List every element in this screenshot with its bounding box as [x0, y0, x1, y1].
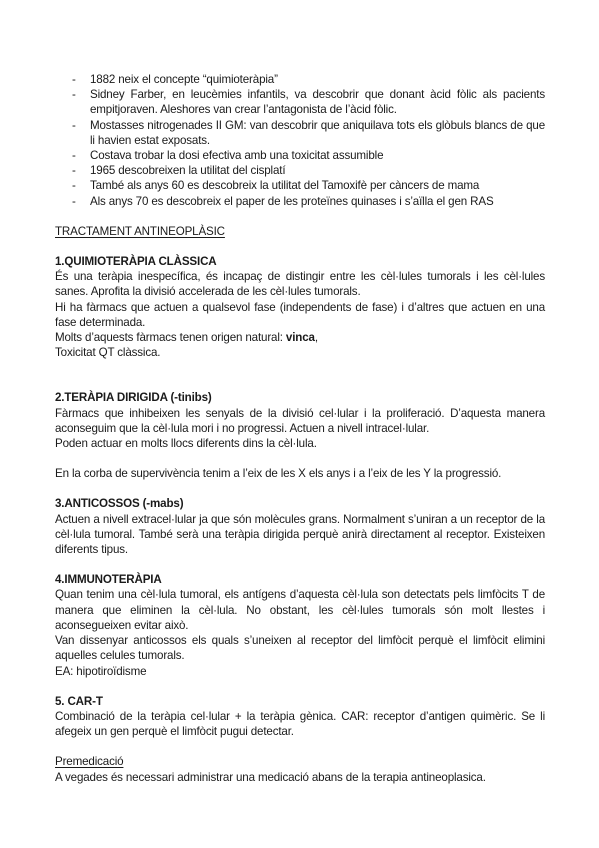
- bullet-dash: -: [72, 179, 76, 193]
- paragraph: [55, 330, 545, 345]
- bullet-dash: -: [72, 164, 76, 178]
- bullet-dash: -: [72, 88, 76, 102]
- list-item: [55, 72, 545, 87]
- section-title-terapia-dirigida: 2.TERÀPIA DIRIGIDA (-tinibs): [55, 391, 212, 405]
- list-item: [55, 87, 545, 117]
- bullet-dash: -: [72, 149, 76, 163]
- list-item: [55, 148, 545, 163]
- bullet-dash: -: [72, 73, 76, 86]
- list-item-text: També als anys 60 es descobreix la utilitat del Tamoxifè per càncers de mama: [90, 179, 480, 193]
- list-item-text: Mostasses nitrogenades II GM: van descobrir que aniquilava tots els glòbuls blancs de que li havien estat exposats.: [90, 118, 545, 147]
- paragraph: En la corba de supervivència tenim a l’eix de les X els anys i a l’eix de les Y la progressió.: [55, 467, 502, 481]
- paragraph: A vegades és necessari administrar una medicació abans de la terapia antineoplasica.: [55, 770, 486, 784]
- section-title-anticossos: 3.ANTICOSSOS (-mabs): [55, 497, 184, 511]
- bullet-dash: -: [72, 194, 76, 208]
- bullet-dash: -: [72, 118, 76, 132]
- list-item-text: Als anys 70 es descobreix el paper de les proteïnes quinases i s’aïlla el gen RAS: [90, 194, 494, 208]
- paragraph: Combinació de la teràpia cel·lular + la teràpia gènica. CAR: receptor d’antigen quimèric. Se li afegeix un gen perquè el limfòcit pugui detectar.: [55, 709, 545, 739]
- paragraph: Fàrmacs que inhibeixen les senyals de la divisió cel·lular i la proliferació. D’aquesta manera aconseguim que la cèl·lula mori i no progressi. Actuen a nivell intracel·lular.: [55, 406, 545, 435]
- list-item: [55, 194, 545, 209]
- list-item: [55, 118, 545, 148]
- list-item: [55, 178, 545, 193]
- main-heading: TRACTAMENT ANTINEOPLÀSIC: [55, 224, 225, 238]
- section-title-car-t: 5. CAR-T: [55, 694, 103, 708]
- premedicacio-heading: Premedicació: [55, 755, 124, 769]
- paragraph: És una teràpia inespecífica, és incapaç de distingir entre les cèl·lules tumorals i les cèl·lules sanes. Aprofita la divisió accelerada de les cèl·lules tumorals.: [55, 270, 545, 299]
- document-content: [55, 72, 545, 785]
- section-title-quimioterapia: 1.QUIMIOTERÀPIA CLÀSSICA: [55, 255, 217, 269]
- list-item: [55, 163, 545, 178]
- list-item-text: Costava trobar la dosi efectiva amb una toxicitat assumible: [90, 149, 384, 163]
- paragraph-text: ,: [314, 331, 318, 345]
- paragraph: EA: hipotiroïdisme: [55, 664, 147, 678]
- paragraph: Toxicitat QT clàssica.: [55, 346, 161, 360]
- paragraph: Poden actuar en molts llocs diferents dins la cèl·lula.: [55, 437, 317, 451]
- paragraph: Van dissenyar anticossos els quals s’uneixen al receptor del limfòcit perquè el limfòcit elimini aquelles celules tumorals.: [55, 634, 545, 663]
- section-title-immunoterapia: 4.IMMUNOTERÀPIA: [55, 573, 162, 587]
- history-list: [55, 72, 545, 209]
- list-item-text: Sidney Farber, en leucèmies infantils, va descobrir que donant àcid fòlic als pacients empitjoraven. Aleshores van crear l’antagonista de l’àcid fòlic.: [90, 88, 545, 117]
- paragraph: Quan tenim una cèl·lula tumoral, els antígens d’aquesta cèl·lula son detectats pels limfòcits T de manera que eliminen la cèl·lula. No obstant, les cèl·lules tumorals són molt llestes i aconsegueixen evitar això.: [55, 588, 545, 632]
- bold-term: vinca: [285, 331, 315, 345]
- list-item-text: 1882 neix el concepte “quimioteràpia”: [90, 73, 278, 86]
- paragraph: Actuen a nivell extracel·lular ja que són molècules grans. Normalment s’uniran a un receptor de la cèl·lula tumoral. També serà una teràpia dirigida perquè anirà directament al receptor. Existeixen diferents tipus.: [55, 512, 545, 557]
- paragraph: Hi ha fàrmacs que actuen a qualsevol fase (independents de fase) i d’altres que actuen en una fase determinada.: [55, 300, 545, 329]
- paragraph-text: Molts d’aquests fàrmacs tenen origen natural:: [55, 331, 286, 345]
- list-item-text: 1965 descobreixen la utilitat del cisplatí: [90, 164, 286, 178]
